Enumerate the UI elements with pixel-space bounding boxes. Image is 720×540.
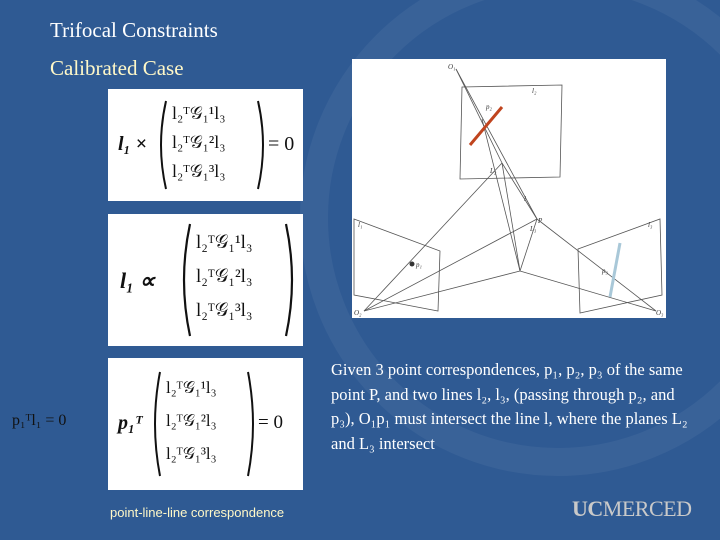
label-l1: l₁ <box>358 221 363 229</box>
slide-title: Trifocal Constraints <box>50 18 218 42</box>
equation-3-lhs: p₁ᵀ <box>118 412 143 434</box>
slide-subtitle: Calibrated Case <box>50 56 184 80</box>
equation-2-row-2: l₂ᵀ𝒢₁²l₃ <box>196 266 253 287</box>
label-L2-plane: L₂ <box>490 167 497 175</box>
label-L3-plane: L₃ <box>530 225 537 233</box>
line-l2-highlight <box>470 107 502 145</box>
label-p2: p₂ <box>486 103 492 111</box>
ray-left <box>364 163 502 311</box>
equation-box-2 <box>108 214 303 346</box>
diagram-svg <box>352 59 666 318</box>
label-l3: l₃ <box>648 221 653 229</box>
label-o2: O₂ <box>354 309 362 317</box>
point-line-equation: p₁ᵀl₁ = 0 <box>12 412 67 429</box>
equation-1-row-3: l₂ᵀ𝒢₁³l₃ <box>172 161 226 181</box>
equation-3-row-2: l₂ᵀ𝒢₁²l₃ <box>166 411 217 430</box>
equation-3-row-1: l₂ᵀ𝒢₁¹l₃ <box>166 378 217 397</box>
label-l: l <box>524 195 526 203</box>
equation-2-row-3: l₂ᵀ𝒢₁³l₃ <box>196 300 253 321</box>
equation-3-row-3: l₂ᵀ𝒢₁³l₃ <box>166 444 217 463</box>
equation-1-lhs: l₁ × <box>118 133 147 155</box>
ucmerced-logo <box>572 496 691 522</box>
point-p1 <box>410 262 415 267</box>
description-text: Given 3 point correspondences, p₁, p₂, p₃ of the same point P, and two lines l₂, l₃, (passing through p₂, and p₃), O₁p₁ must intersect the line l, where the planes L₂ and L₃ intersect <box>331 360 688 453</box>
label-p3: p₃ <box>602 267 608 275</box>
correspondence-caption: point-line-line correspondence <box>110 505 285 520</box>
left-image-plane <box>354 219 440 311</box>
label-P: P <box>538 217 543 225</box>
label-o3: O₃ <box>656 309 664 317</box>
logo-uc: UC <box>572 496 603 521</box>
trifocal-diagram <box>352 59 666 318</box>
equation-1-rhs: = 0 <box>268 133 295 155</box>
top-image-plane <box>460 85 562 179</box>
ray-right <box>537 219 656 311</box>
equation-3-rhs: = 0 <box>258 412 283 433</box>
equation-1-row-2: l₂ᵀ𝒢₁²l₃ <box>172 132 226 152</box>
label-p1: p₁ <box>416 261 422 269</box>
equation-box-1 <box>108 89 303 201</box>
line-l3-highlight <box>610 243 620 297</box>
logo-merced: MERCED <box>602 496 692 521</box>
right-image-plane <box>578 219 662 313</box>
label-l2: l₂ <box>532 87 537 95</box>
label-o1: O₁ <box>448 63 456 71</box>
equation-1-row-1: l₂ᵀ𝒢₁¹l₃ <box>172 103 226 123</box>
equation-2-lhs: l₁ ∝ <box>120 268 155 293</box>
equation-box-3 <box>108 358 303 490</box>
equation-2-row-1: l₂ᵀ𝒢₁¹l₃ <box>196 232 253 253</box>
